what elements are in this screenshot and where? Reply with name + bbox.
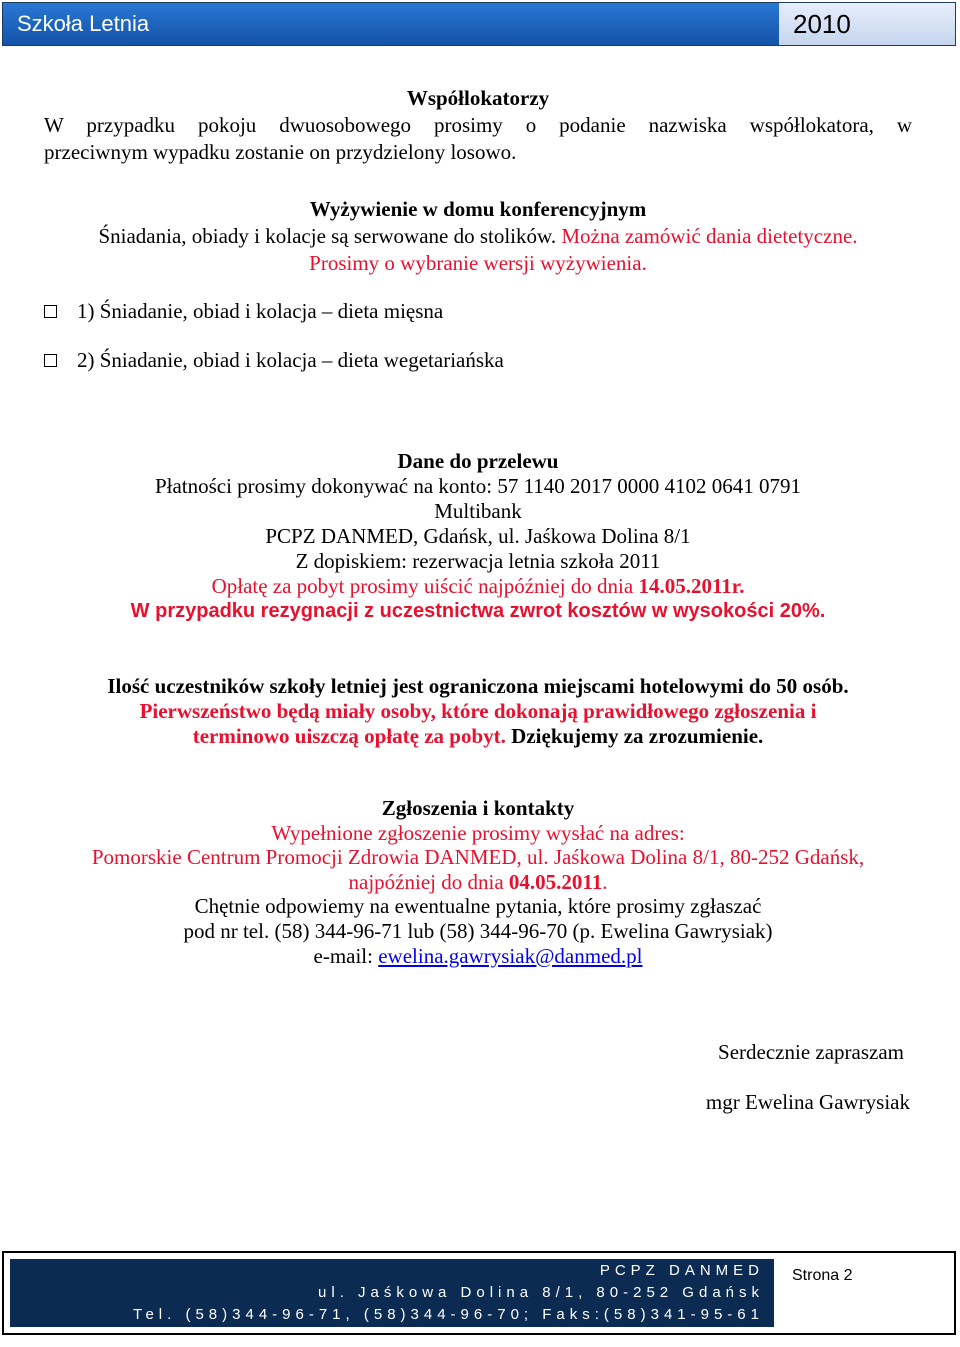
- roommates-text-line1: W przypadku pokoju dwuosobowego prosimy o podanie nazwiska współlokatora, w: [44, 113, 912, 137]
- roommates-heading: Współlokatorzy: [406, 86, 550, 110]
- contacts-line5: pod nr tel. (58) 344-96-71 lub (58) 344-96-70 (p. Ewelina Gawrysiak): [183, 918, 773, 943]
- page-footer: [2, 1251, 956, 1335]
- page-number: Strona 2: [792, 1267, 853, 1284]
- meal-option-vegetarian[interactable]: [44, 348, 504, 373]
- participants-section: [44, 674, 912, 749]
- transfer-recipient: PCPZ DANMED, Gdańsk, ul. Jaśkowa Dolina 8/1: [265, 524, 691, 548]
- transfer-account: Płatności prosimy dokonywać na konto: 57 1140 2017 0000 4102 0641 0791: [154, 474, 802, 498]
- signature-name: mgr Ewelina Gawrysiak: [705, 1090, 910, 1114]
- meal-option-meat-label: 1) Śniadanie, obiad i kolacja – dieta mięsna: [77, 299, 444, 323]
- footer-line2: ul. Jaśkowa Dolina 8/1, 80-252 Gdańsk: [318, 1284, 764, 1301]
- meals-heading: Wyżywienie w domu konferencyjnym: [309, 197, 647, 221]
- participants-priority-line1: Pierwszeństwo będą miały osoby, które dokonają prawidłowego zgłoszenia i: [139, 699, 817, 723]
- footer-contact-box: [10, 1259, 774, 1327]
- checkbox-vegetarian[interactable]: [44, 354, 57, 367]
- meals-section: [44, 196, 912, 277]
- contacts-line4: Chętnie odpowiemy na ewentualne pytania, które prosimy zgłaszać: [194, 894, 762, 919]
- signature-greeting: Serdecznie zapraszam: [718, 1040, 904, 1064]
- contacts-line1: Wypełnione zgłoszenie prosimy wysłać na adres:: [271, 820, 685, 845]
- transfer-title: Z dopiskiem: rezerwacja letnia szkoła 2011: [295, 549, 661, 573]
- meal-option-vegetarian-label: 2) Śniadanie, obiad i kolacja – dieta wegetariańska: [77, 348, 504, 372]
- contacts-section: [44, 796, 912, 968]
- header-title: Szkoła Letnia: [3, 3, 779, 45]
- participants-limit: Ilość uczestników szkoły letniej jest ograniczona miejscami hotelowymi do 50 osób.: [107, 674, 849, 698]
- meals-line2-red: Prosimy o wybranie wersji wyżywienia.: [309, 251, 647, 275]
- page-header: [2, 2, 956, 46]
- transfer-section: [44, 449, 912, 624]
- roommates-text-line2: przeciwnym wypadku zostanie on przydzielony losowo.: [44, 140, 517, 164]
- contacts-line3-suffix: .: [602, 869, 608, 894]
- transfer-deadline-date: 14.05.2011r.: [638, 574, 745, 598]
- contacts-line2: Pomorskie Centrum Promocji Zdrowia DANMED, ul. Jaśkowa Dolina 8/1, 80-252 Gdańsk,: [91, 845, 865, 870]
- contacts-email-link[interactable]: ewelina.gawrysiak@danmed.pl: [378, 943, 643, 968]
- participants-thanks: Dziękujemy za zrozumienie.: [505, 724, 764, 748]
- transfer-heading: Dane do przelewu: [397, 449, 559, 473]
- checkbox-meat[interactable]: [44, 305, 57, 318]
- transfer-refund: W przypadku rezygnacji z uczestnictwa zwrot kosztów w wysokości 20%.: [130, 600, 826, 622]
- meal-option-meat[interactable]: [44, 299, 443, 324]
- transfer-bank: Multibank: [434, 499, 522, 523]
- roommates-section: [44, 85, 912, 166]
- contacts-line3-prefix: najpóźniej do dnia: [348, 869, 509, 894]
- meals-line1: Śniadania, obiady i kolacje są serwowane do stolików.: [98, 224, 557, 248]
- contacts-line3-date: 04.05.2011: [508, 869, 603, 894]
- footer-line3: Tel. (58)344-96-71, (58)344-96-70; Faks:(58)341-95-61: [132, 1306, 764, 1323]
- contacts-heading: Zgłoszenia i kontakty: [381, 796, 575, 820]
- meals-line1-red: Można zamówić dania dietetyczne.: [561, 224, 858, 248]
- header-year: 2010: [779, 3, 955, 45]
- transfer-deadline-text: Opłatę za pobyt prosimy uiścić najpóźniej do dnia: [211, 574, 639, 598]
- participants-priority-line2: terminowo uiszczą opłatę za pobyt.: [192, 724, 506, 748]
- footer-line1: PCPZ DANMED: [599, 1262, 764, 1279]
- contacts-email-label: e-mail:: [313, 943, 379, 968]
